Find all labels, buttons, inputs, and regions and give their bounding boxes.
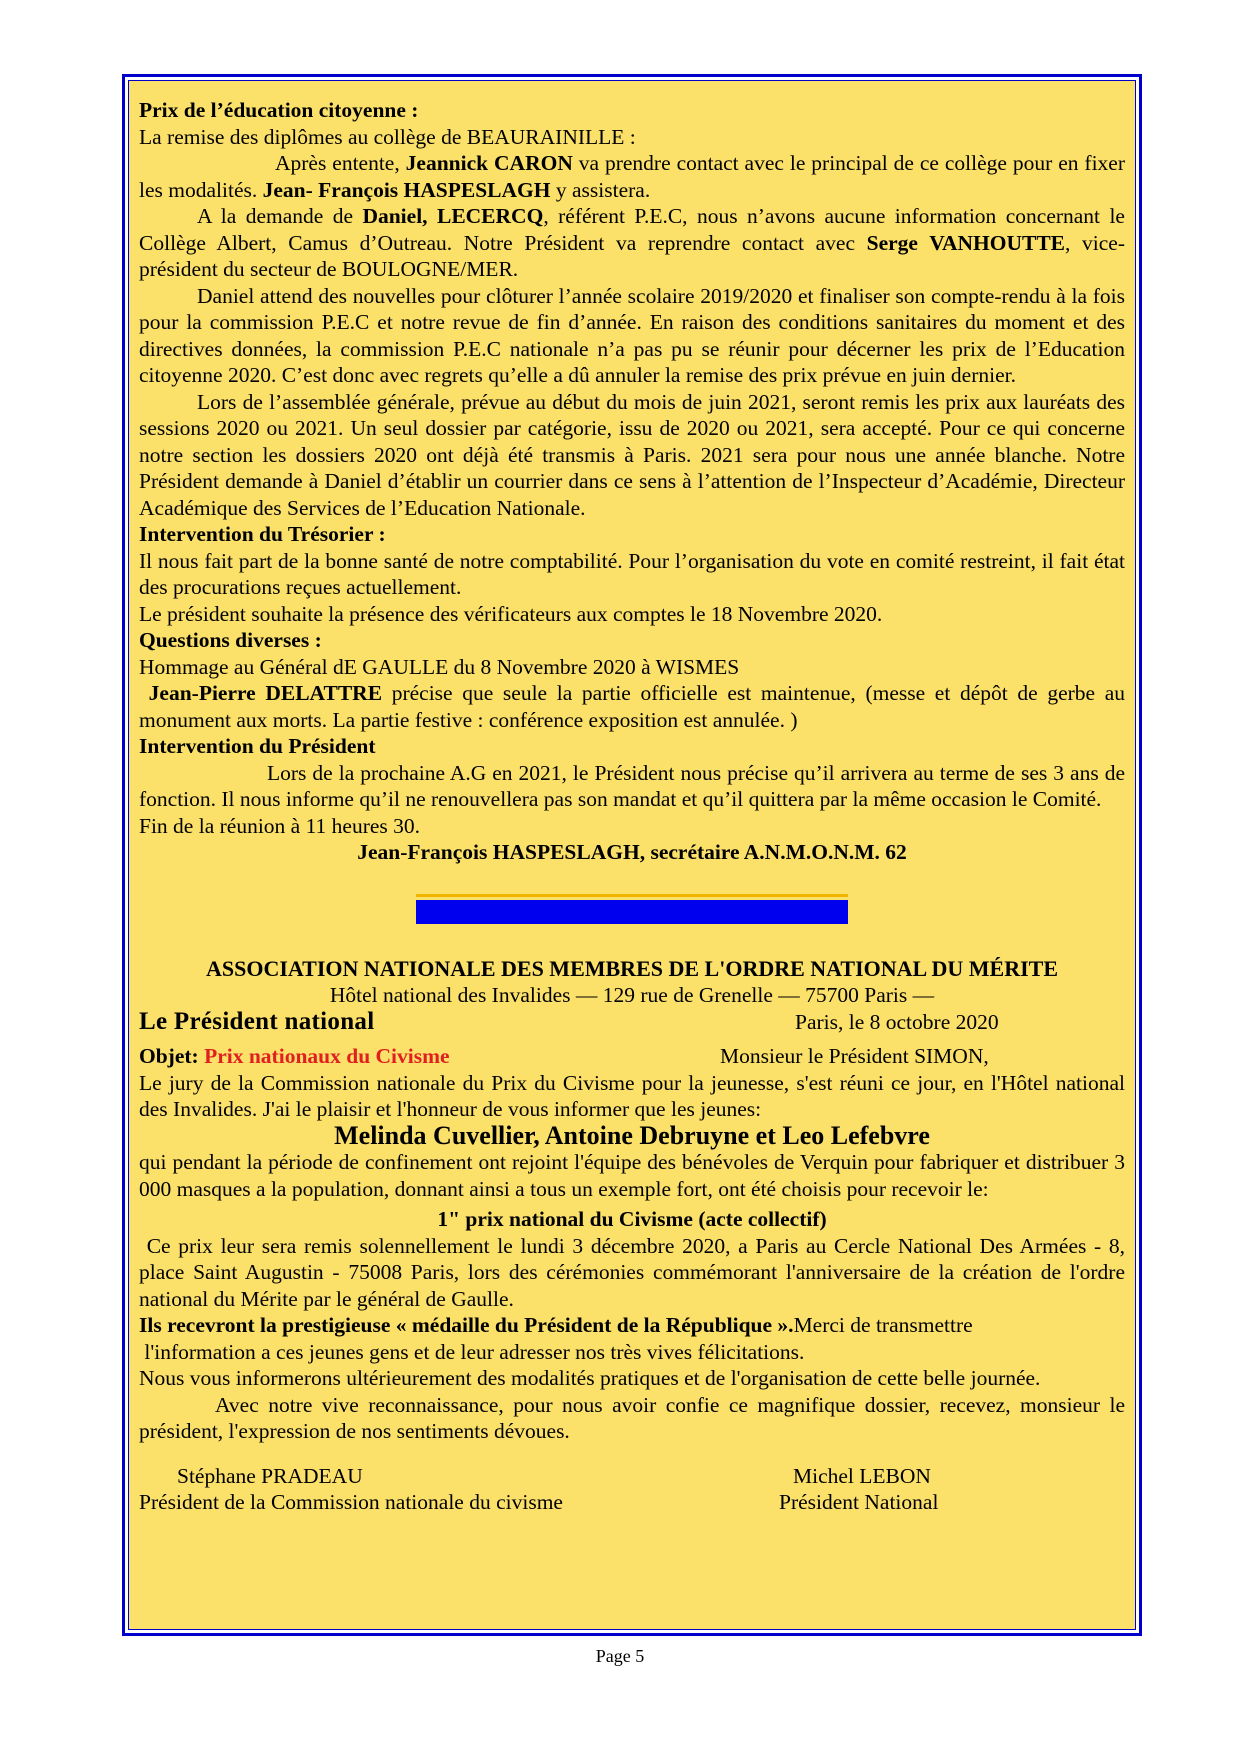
- paragraph: A la demande de Daniel, LECERCQ, référent P.E.C, nous n’avons aucune information concernant le Collège Albert, Camus d’Outreau. Notre Président va reprendre contact avec Serge VANHOUTTE, vice-président du secteur de BOULOGNE/MER.: [139, 204, 1126, 281]
- separator-blue-band: [416, 900, 848, 924]
- association-address: Hôtel national des Invalides — 129 rue de Grenelle — 75700 Paris —: [329, 983, 935, 1007]
- section-title-president: Intervention du Président: [139, 734, 376, 758]
- section-title-questions: Questions diverses :: [139, 628, 322, 652]
- separator-bar: [416, 894, 848, 924]
- object-row: [139, 1043, 1125, 1070]
- secretary-signature: Jean-François HASPESLAGH, secrétaire A.N.M.O.N.M. 62: [357, 840, 907, 864]
- paragraph: Fin de la réunion à 11 heures 30.: [139, 813, 421, 838]
- section-title-pec: Prix de l’éducation citoyenne :: [139, 98, 419, 122]
- signature-right-title: Président National: [779, 1490, 939, 1514]
- signature-right: [779, 1463, 1119, 1516]
- page-content: [128, 80, 1136, 1630]
- signature-left-title: Président de la Commission nationale du civisme: [139, 1490, 563, 1514]
- object-line: Objet: Prix nationaux du Civisme: [139, 1044, 450, 1068]
- paragraph: Jean-Pierre DELATTRE précise que seule la partie officielle est maintenue, (messe et dépôt de gerbe au monument aux morts. La partie festive : conférence exposition est annulée. ): [139, 681, 1126, 732]
- paragraph: Le président souhaite la présence des vérificateurs aux comptes le 18 Novembre 2020.: [139, 601, 883, 626]
- signatures: [139, 1463, 1125, 1516]
- paragraph: Daniel attend des nouvelles pour clôturer l’année scolaire 2019/2020 et finaliser son compte-rendu à la fois pour la commission P.E.C et notre revue de fin d’année. En raison des conditions sanitaires du moment et des directives données, la commission P.E.C nationale n’a pas pu se réunir pour décerner les prix de l’Education citoyenne 2020. C’est donc avec regrets qu’elle a dû annuler la remise des prix prévue en juin dernier.: [139, 283, 1125, 387]
- prize-title: 1" prix national du Civisme (acte collectif): [437, 1207, 827, 1231]
- separator-gold-line: [416, 894, 848, 897]
- page-frame: [122, 74, 1142, 1636]
- signature-right-name: Michel LEBON: [793, 1463, 931, 1488]
- paragraph: Il nous fait part de la bonne santé de notre comptabilité. Pour l’organisation du vote en comité restreint, il fait état des procurations reçues actuellement.: [139, 548, 1125, 599]
- paragraph: Ils recevront la prestigieuse « médaille du Président de la République ».Merci de transmettre l'information a ces jeunes gens et de leur adresser nos très vives félicitations.: [139, 1313, 973, 1364]
- association-name: ASSOCIATION NATIONALE DES MEMBRES DE L'ORDRE NATIONAL DU MÉRITE: [205, 955, 1059, 981]
- paragraph: qui pendant la période de confinement ont rejoint l'équipe des bénévoles de Verquin pour fabriquer et distribuer 3 000 masques a la population, donnant ainsi a tous un exemple fort, ont été choisis pour recevoir le:: [139, 1150, 1125, 1201]
- signature-left: [139, 1463, 779, 1516]
- sender-title: Le Président national: [139, 1007, 375, 1035]
- signature-left-name: Stéphane PRADEAU: [177, 1463, 363, 1488]
- section-title-treasurer: Intervention du Trésorier :: [139, 522, 386, 546]
- page-number: Page 5: [595, 1646, 645, 1666]
- paragraph: Avec notre vive reconnaissance, pour nous avoir confie ce magnifique dossier, recevez, monsieur le président, l'expression de nos sentiments dévoues.: [139, 1392, 1125, 1443]
- paragraph: Le jury de la Commission nationale du Prix du Civisme pour la jeunesse, s'est réuni ce jour, en l'Hôtel national des Invalides. J'ai le plaisir et l'honneur de vous informer que les jeunes:: [139, 1070, 1125, 1121]
- paragraph: La remise des diplômes au collège de BEAURAINILLE :: [139, 124, 636, 149]
- paragraph: Lors de l’assemblée générale, prévue au début du mois de juin 2021, seront remis les prix aux lauréats des sessions 2020 ou 2021. Un seul dossier par catégorie, issu de 2020 ou 2021, sera accepté. Pour ce qui concerne notre section les dossiers 2020 ont déjà été transmis à Paris. 2021 sera pour nous une année blanche. Notre Président demande à Daniel d’établir un courrier dans ce sens à l’attention de l’Inspecteur d’Académie, Directeur Académique des Services de l’Education Nationale.: [139, 389, 1125, 520]
- paragraph: Hommage au Général dE GAULLE du 8 Novembre 2020 à WISMES: [139, 654, 740, 679]
- salutation: Monsieur le Président SIMON,: [720, 1044, 989, 1068]
- letter-header-row: [139, 1009, 1125, 1036]
- laureate-names: Melinda Cuvellier, Antoine Debruyne et Leo Lefebvre: [334, 1120, 930, 1150]
- paragraph: Ce prix leur sera remis solennellement le lundi 3 décembre 2020, a Paris au Cercle National Des Armées - 8, place Saint Augustin - 75008 Paris, lors des cérémonies commémorant l'anniversaire de la création de l'ordre national du Mérite par le général de Gaulle.: [139, 1233, 1126, 1311]
- paragraph: Nous vous informerons ultérieurement des modalités pratiques et de l'organisation de cette belle journée.: [139, 1366, 1041, 1390]
- letter-date: Paris, le 8 octobre 2020: [795, 1009, 999, 1034]
- paragraph: Lors de la prochaine A.G en 2021, le Président nous précise qu’il arrivera au terme de ses 3 ans de fonction. Il nous informe qu’il ne renouvellera pas son mandat et qu’il quittera par la même occasion le Comité.: [139, 760, 1125, 811]
- paragraph: Après entente, Jeannick CARON va prendre contact avec le principal de ce collège pour en fixer les modalités. Jean- François HASPESLAGH y assistera.: [139, 151, 1126, 202]
